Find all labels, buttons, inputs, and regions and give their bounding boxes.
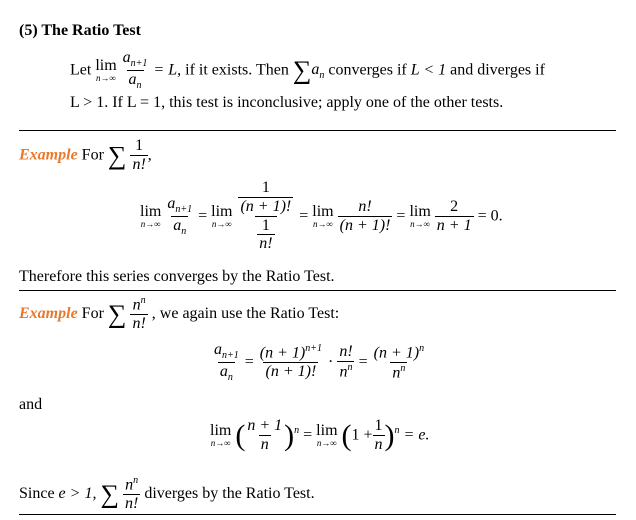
diverges-text: and diverges if [450,61,545,79]
factorial-fraction: $\frac{n!}{(n + 1)!}$ [339,197,391,234]
example1-header [19,138,152,174]
limit-operator: lim n→∞ [210,422,232,449]
L-less-than-one: L < 1 [410,61,447,79]
and-text: and [19,396,43,413]
series-term: $\frac{n^n}{n!}$ [125,475,139,513]
compound-fraction: $\frac{\frac{1}{(n + 1)!}}{\frac{1}{n!}}$ [240,179,292,253]
equals-e: = e. [403,426,430,444]
example2-conclusion: Since e > 1, ∑ $\frac{n^n}{n!}$ diverges by the Ratio Test. [19,475,315,513]
ratio-test-statement [70,50,545,91]
example-label: Example [19,146,78,164]
divider [19,130,616,131]
limit-operator: lim n→∞ [140,203,162,230]
ratio-fraction: $\frac{a_{n+1}}{a_n}$ [122,49,148,91]
section-title: (5) The Ratio Test [19,22,141,39]
divider [19,514,616,515]
n-plus-one-over-n: $\frac{n + 1}{n}$ [247,417,283,453]
sigma-symbol: ∑ [107,140,127,170]
for-text: For [81,305,104,323]
example2-ratio: $\frac{a_{n+1}}{a_n}$ = $\frac{(n + 1)^{n+1}}{(n + 1)!}$ · $\frac{n!}{n^n}$ = $\frac{(n + 1)^n}{n^n}$ [214,341,425,383]
comma: , [147,146,152,164]
ratio-fraction: $\frac{a_{n+1}}{a_n}$ [167,194,193,237]
if-exists-text: , if it exists. Then [177,61,289,79]
factorial-over-power: $\frac{n!}{n^n}$ [339,343,353,381]
limit-operator: lim n→∞ [409,203,431,230]
ratio-fraction: $\frac{a_{n+1}}{a_n}$ [214,341,239,383]
sigma-symbol: ∑ [100,479,119,509]
again-text: , we again use the Ratio Test: [151,305,340,323]
example1-conclusion: Therefore this series converges by the Ratio Test. [19,268,335,285]
example-label: Example [19,305,78,323]
ratio-test-line2: L > 1. If L = 1, this test is inconclusive; apply one of the other tests. [70,94,504,111]
example2-limit: lim n→∞ ( $\frac{n + 1}{n}$ )$^n$ = lim n→∞ (1 + $\frac{1}{n}$ )$^n$ = e. [210,417,430,453]
final-fraction: $\frac{2}{n + 1}$ [436,197,472,234]
sigma-symbol: ∑ [292,55,312,85]
limit-operator: lim n→∞ [316,422,338,449]
series-term: $\frac{1}{n!}$ [132,137,146,173]
equals-L: = L [153,61,178,79]
for-text: For [81,146,104,164]
limit-operator: lim n→∞ [211,203,233,230]
sigma-symbol: ∑ [107,299,127,329]
equals-zero: = 0. [477,207,503,225]
limit-operator: lim n→∞ [95,57,117,84]
simplified-fraction: $\frac{(n + 1)^n}{n^n}$ [373,342,425,382]
power-over-factorial: $\frac{(n + 1)^{n+1}}{(n + 1)!}$ [259,343,322,381]
converges-text: converges if [328,61,407,79]
let-text: Let [70,61,92,79]
example1-computation: lim n→∞ $\frac{a_{n+1}}{a_n}$ = lim n→∞ $\frac{\frac{1}{(n + 1)!}}{\frac{1}{n!}}$ = lim n→∞ $\frac{n!}{(n + 1)!}$ = lim n→∞ $\frac{2}{n + 1}$ = 0. [140,179,503,253]
limit-operator: lim n→∞ [312,203,334,230]
series-term: $\frac{n^n}{n!}$ [132,295,146,333]
sum-term: $a_n$ [311,61,325,82]
divider [19,290,616,291]
one-over-n: $\frac{1}{n}$ [374,417,383,453]
example2-header [19,296,339,333]
